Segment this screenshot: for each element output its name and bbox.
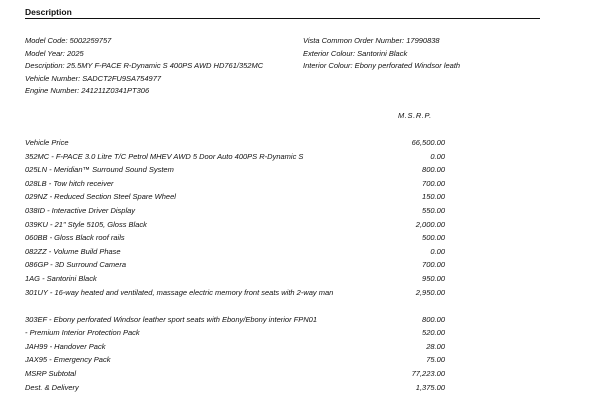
- price-row: [25, 326, 445, 340]
- section-title: Description: [25, 7, 72, 17]
- item-label: - Premium Interior Protection Pack: [25, 328, 140, 338]
- item-label: 303EF - Ebony perforated Windsor leather sport seats with Ebony/Ebony interior FPN01: [25, 314, 318, 324]
- price-row: [25, 150, 445, 164]
- engine-number: Engine Number: 241211Z0341PT306: [25, 86, 150, 95]
- price-row: [25, 136, 445, 150]
- price-row: [25, 353, 445, 367]
- item-label: 038ID - Interactive Driver Display: [25, 205, 136, 215]
- model-code: Model Code: 5002259757: [25, 36, 112, 45]
- item-label: Vehicle Price: [25, 138, 69, 147]
- item-label: 025LN - Meridian™ Surround Sound System: [25, 165, 174, 175]
- item-price: 800.00: [422, 314, 445, 324]
- vehicle-description: Description: 25.5MY F-PACE R-Dynamic S 400PS AWD HD761/352MC: [25, 61, 264, 70]
- item-label: 082ZZ - Volume Build Phase: [25, 246, 121, 256]
- price-row: [25, 367, 445, 381]
- price-row: [25, 381, 445, 395]
- item-price: 520.00: [422, 328, 445, 338]
- vehicle-info-left: [25, 35, 263, 98]
- price-row: [25, 272, 445, 286]
- item-price: 800.00: [422, 165, 445, 175]
- interior-colour: Interior Colour: Ebony perforated Windsor leath: [303, 61, 461, 70]
- price-row: [25, 231, 445, 245]
- price-row: [25, 258, 445, 272]
- item-price: 550.00: [422, 205, 445, 215]
- price-row: [25, 190, 445, 204]
- price-row: [25, 218, 445, 232]
- price-row: [25, 177, 445, 191]
- item-label: 029NZ - Reduced Section Steel Spare Wheel: [25, 192, 176, 202]
- item-price: 66,500.00: [411, 138, 445, 147]
- price-row: [25, 340, 445, 354]
- item-label: 1AG - Santorini Black: [25, 273, 97, 283]
- item-price: 1,375.00: [415, 382, 445, 392]
- item-price: 500.00: [422, 233, 445, 243]
- item-price: 950.00: [422, 273, 445, 283]
- price-row: [25, 204, 445, 218]
- item-price: 2,000.00: [415, 219, 445, 229]
- item-label: Dest. & Delivery: [25, 382, 79, 392]
- item-label: JAH99 - Handover Pack: [25, 341, 106, 351]
- price-row: [25, 286, 445, 313]
- vehicle-number: Vehicle Number: SADCT2FU9SA754977: [25, 73, 162, 83]
- price-row: [25, 313, 445, 327]
- model-year: Model Year: 2025: [25, 48, 84, 58]
- msrp-column-header: M.S.R.P.: [398, 111, 432, 120]
- item-price: 2,950.00: [415, 287, 445, 297]
- item-label: 028LB - Tow hitch receiver: [25, 178, 114, 188]
- item-label: 086GP - 3D Surround Camera: [25, 260, 127, 270]
- item-price: 75.00: [426, 355, 445, 365]
- item-label: JAX95 - Emergency Pack: [25, 355, 111, 365]
- item-label: 352MC - F-PACE 3.0 Litre T/C Petrol MHEV AWD 5 Door Auto 400PS R-Dynamic S: [25, 151, 304, 161]
- item-label: MSRP Subtotal: [25, 368, 76, 378]
- item-label: 060BB - Gloss Black roof rails: [25, 233, 125, 243]
- order-number: Vista Common Order Number: 17990838: [303, 36, 440, 45]
- price-row: [25, 163, 445, 177]
- price-row: [25, 245, 445, 259]
- item-price: 28.00: [426, 341, 445, 351]
- item-price: 700.00: [422, 178, 445, 188]
- item-price: 77,223.00: [411, 368, 445, 378]
- vehicle-info-right: [303, 35, 460, 73]
- item-price: 700.00: [422, 260, 445, 270]
- title-divider: [25, 18, 540, 19]
- item-price: 0.00: [430, 246, 445, 256]
- exterior-colour: Exterior Colour: Santorini Black: [303, 48, 408, 58]
- price-items-list: [25, 136, 445, 394]
- item-price: 150.00: [422, 192, 445, 202]
- item-label: 039KU - 21" Style 5105, Gloss Black: [25, 219, 147, 229]
- item-price: 0.00: [430, 151, 445, 161]
- item-label: 301UY - 16-way heated and ventilated, massage electric memory front seats with 2-way man: [25, 287, 334, 297]
